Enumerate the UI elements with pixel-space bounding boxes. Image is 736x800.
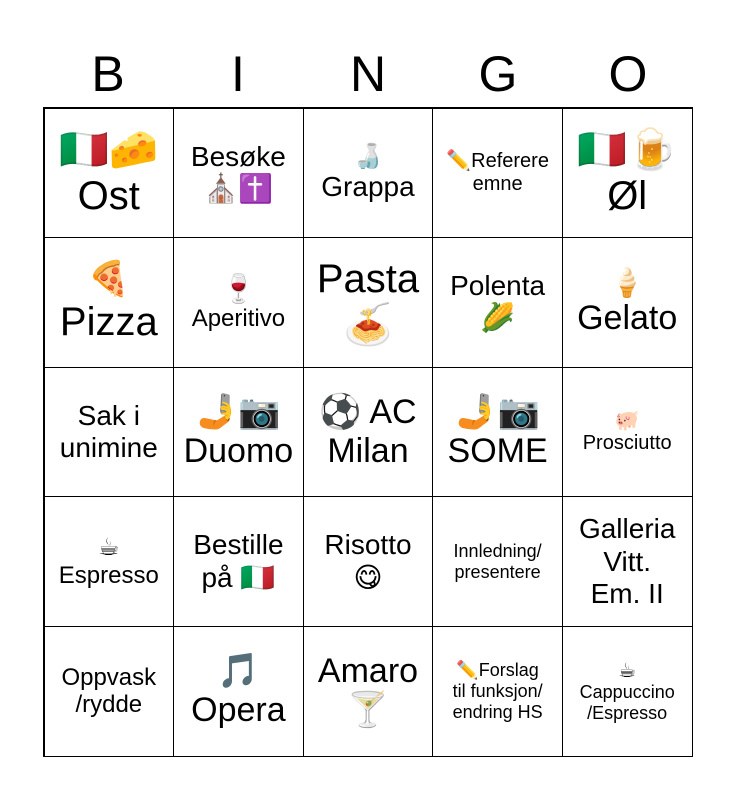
cell-label: Galleria Vitt. Em. II [578,513,676,609]
bingo-cell-besoke[interactable] [173,108,304,239]
coffee-icon: ☕ [98,533,120,561]
cell-label: Cappuccino /Espresso [579,682,675,723]
bingo-cell-ol[interactable] [562,108,693,239]
cell-label: Gelato [577,298,678,337]
cell-label: Innledning/ presentere [453,540,542,582]
cell-label: Oppvask /rydde [61,663,157,719]
bingo-cell-opera[interactable] [173,626,304,757]
cell-label: Pizza [59,299,158,344]
bingo-cell-some[interactable] [432,367,563,498]
bingo-cell-espresso[interactable] [44,496,175,627]
bingo-cell-sak-i-unimine[interactable] [44,367,175,498]
bingo-cell-aperitivo[interactable] [173,237,304,368]
bingo-cell-grappa[interactable] [303,108,434,239]
cell-label: ⚽ AC Milan [319,392,417,470]
cell-label: ✏️Forslag til funksjon/ endring HS [452,660,543,722]
header-letter-b: B [91,46,125,102]
bingo-cell-innledning[interactable] [432,496,563,627]
bingo-cell-pizza[interactable] [44,237,175,368]
cell-label: SOME [447,431,548,470]
bingo-cell-amaro[interactable] [303,626,434,757]
header-letter-n: N [349,46,387,102]
bingo-cell-risotto[interactable] [303,496,434,627]
bingo-cell-ost[interactable] [44,108,175,239]
music-note-icon: 🎵 [217,651,260,692]
header-letter-g: G [478,46,518,102]
bingo-cell-pasta[interactable] [303,237,434,368]
cell-label: Ost [77,173,140,218]
cell-label: Espresso [58,561,159,589]
bingo-cell-bestille[interactable] [173,496,304,627]
wine-glass-icon: 🍷 [220,271,256,305]
bingo-cell-polenta[interactable] [432,237,563,368]
cell-label: Prosciutto [582,431,672,454]
coffee-icon: ☕ [618,658,637,682]
sake-bottle-icon: 🍶 [353,141,383,170]
cell-label: Øl [607,173,648,218]
cell-label: Duomo [183,431,294,470]
italy-cheese-icon: 🇮🇹🧀 [58,126,159,173]
bingo-grid [43,107,693,757]
cell-label: Besøke ⛪✝️ [190,140,286,204]
italy-beer-icon: 🇮🇹🍺 [577,126,677,173]
bingo-cell-galleria[interactable] [562,496,693,627]
bingo-cell-gelato[interactable] [562,237,693,368]
cell-label: Risotto 😋 [324,529,412,593]
bingo-cell-forslag[interactable] [432,626,563,757]
ice-cream-icon: 🍦 [609,265,645,299]
cell-label: ✏️Referere emne [446,149,549,195]
cell-label: Grappa [321,170,415,202]
pig-icon: 🐖 [614,407,640,432]
bingo-header [43,42,693,106]
cell-label: Bestille på 🇮🇹 [193,529,284,593]
cell-label: Sak i unimine [59,399,158,463]
header-letter-i: I [231,46,245,102]
bingo-cell-oppvask[interactable] [44,626,175,757]
cell-label: Opera [191,691,286,730]
bingo-cell-duomo[interactable] [173,367,304,498]
pizza-icon: 🍕 [87,258,130,299]
bingo-cell-referere-emne[interactable] [432,108,563,239]
bingo-cell-prosciutto[interactable] [562,367,693,498]
cell-label: Pasta 🍝 [316,257,420,348]
cell-label: Aperitivo [191,304,286,332]
cell-label: Amaro 🍸 [317,652,419,730]
selfie-camera-icon: 🤳📷 [455,391,540,432]
bingo-cell-cappuccino[interactable] [562,626,693,757]
cell-label: Polenta 🌽 [450,270,546,334]
selfie-camera-icon: 🤳📷 [196,391,281,432]
bingo-cell-ac-milan[interactable] [303,367,434,498]
header-letter-o: O [608,46,648,102]
